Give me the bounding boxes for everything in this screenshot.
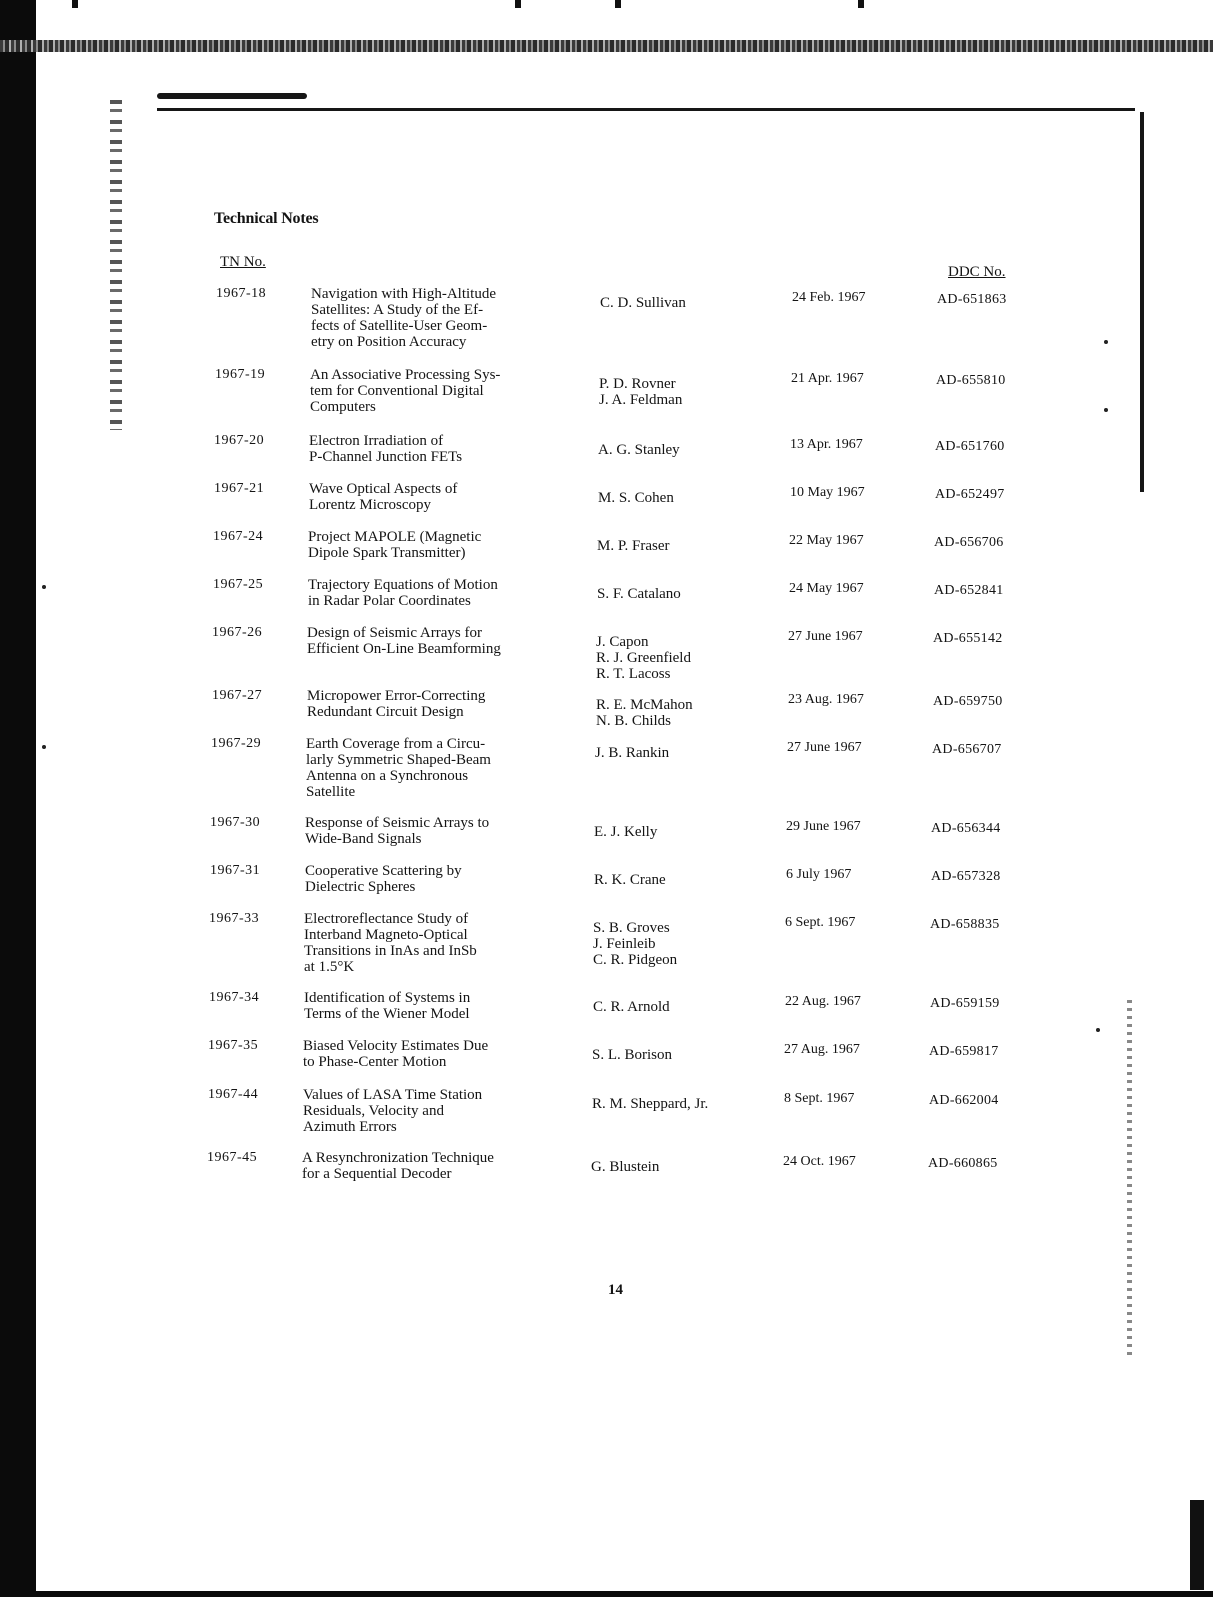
author-name: J. B. Rankin [595,745,670,761]
scan-edge-left [0,0,36,1597]
report-title [303,1087,583,1135]
scan-corner-mark [1190,1500,1204,1590]
ddc-number: AD-656706 [934,535,1004,550]
ddc-number: AD-660865 [928,1156,998,1171]
scan-mark [72,0,78,8]
author-name: P. D. Rovner [599,376,676,392]
report-date: 29 June 1967 [786,819,861,834]
tn-number: 1967-35 [208,1038,259,1053]
title-line: larly Symmetric Shaped-Beam [306,752,491,768]
report-title [309,481,589,513]
report-date: 6 Sept. 1967 [785,915,856,930]
report-title [304,911,584,975]
title-line: Transitions in InAs and InSb [304,943,477,959]
tn-number: 1967-29 [211,736,262,751]
title-line: Interband Magneto-Optical [304,927,468,943]
author-name: R. E. McMahon [596,697,693,713]
ddc-number: AD-651760 [935,439,1005,454]
report-date: 23 Aug. 1967 [788,692,864,707]
authors [591,1159,659,1175]
report-title [310,367,590,415]
authors [596,634,691,682]
author-name: J. Capon [596,634,649,650]
author-name: R. K. Crane [594,872,666,888]
scan-mark [858,0,864,8]
author-name: M. S. Cohen [598,490,674,506]
title-line: Response of Seismic Arrays to [305,815,490,831]
scan-mark [515,0,521,8]
scan-strip-right [1127,1000,1132,1360]
authors [592,1096,708,1112]
title-line: for a Sequential Decoder [302,1166,452,1182]
title-line: Electron Irradiation of [309,433,444,449]
author-name: C. R. Arnold [593,999,670,1015]
tn-number: 1967-18 [216,286,267,301]
ddc-number: AD-662004 [929,1093,999,1108]
title-line: Computers [310,399,376,415]
ddc-number: AD-652841 [934,583,1004,598]
title-line: Satellites: A Study of the Ef- [311,302,484,318]
scan-speck [42,585,46,589]
scan-mark [615,0,621,8]
authors [598,490,674,506]
scan-speck [1104,340,1108,344]
author-name: G. Blustein [591,1159,660,1175]
author-name: E. J. Kelly [594,824,658,840]
tn-number: 1967-25 [213,577,264,592]
ddc-number: AD-656707 [932,742,1002,757]
title-line: An Associative Processing Sys- [310,367,501,383]
report-date: 24 Oct. 1967 [783,1154,856,1169]
title-line: Azimuth Errors [303,1119,397,1135]
ddc-number: AD-659750 [933,694,1003,709]
author-name: C. D. Sullivan [600,295,686,311]
tn-number: 1967-24 [213,529,264,544]
scan-speck [1104,408,1108,412]
author-name: R. J. Greenfield [596,650,691,666]
title-line: Redundant Circuit Design [307,704,464,720]
ddc-number: AD-656344 [931,821,1001,836]
title-line: fects of Satellite-User Geom- [311,318,488,334]
report-date: 8 Sept. 1967 [784,1091,855,1106]
tn-number: 1967-30 [210,815,261,830]
report-title [308,529,588,561]
author-name: N. B. Childs [596,713,672,729]
tn-number: 1967-20 [214,433,265,448]
tn-number: 1967-45 [207,1150,258,1165]
title-line: Dielectric Spheres [305,879,416,895]
author-name: C. R. Pidgeon [593,952,678,968]
author-name: M. P. Fraser [597,538,670,554]
authors [592,1047,672,1063]
report-title [308,577,588,609]
title-line: tem for Conventional Digital [310,383,484,399]
title-line: A Resynchronization Technique [302,1150,494,1166]
report-date: 27 Aug. 1967 [784,1042,860,1057]
frame-line-right [1140,112,1144,492]
ddc-number: AD-657328 [931,869,1001,884]
title-line: to Phase-Center Motion [303,1054,447,1070]
authors [594,824,657,840]
authors [600,295,686,311]
title-line: Dipole Spark Transmitter) [308,545,466,561]
title-line: Biased Velocity Estimates Due [303,1038,489,1054]
title-line: Satellite [306,784,356,800]
title-line: Electroreflectance Study of [304,911,469,927]
title-line: at 1.5°K [304,959,355,975]
author-name: R. M. Sheppard, Jr. [592,1096,709,1112]
report-date: 24 Feb. 1967 [792,290,866,305]
column-header-tn: TN No. [220,254,266,270]
page-heading: Technical Notes [214,210,319,227]
report-title [305,863,585,895]
authors [593,920,677,968]
authors [593,999,670,1015]
author-name: J. Feinleib [593,936,656,952]
scan-speck [42,745,46,749]
report-date: 24 May 1967 [789,581,864,596]
report-title [306,736,586,800]
title-line: Antenna on a Synchronous [306,768,469,784]
title-line: Efficient On-Line Beamforming [307,641,501,657]
tn-number: 1967-31 [210,863,261,878]
author-name: R. T. Lacoss [596,666,671,682]
tn-number: 1967-27 [212,688,263,703]
report-date: 10 May 1967 [790,485,865,500]
author-name: A. G. Stanley [598,442,680,458]
tn-number: 1967-19 [215,367,266,382]
ddc-number: AD-658835 [930,917,1000,932]
tn-number: 1967-26 [212,625,263,640]
title-line: Residuals, Velocity and [303,1103,444,1119]
ddc-number: AD-655810 [936,373,1006,388]
title-line: Wide-Band Signals [305,831,422,847]
report-date: 27 June 1967 [787,740,862,755]
report-title [309,433,589,465]
frame-line-top-left [157,93,307,99]
title-line: P-Channel Junction FETs [309,449,463,465]
scan-strip-left [110,100,122,430]
authors [596,697,693,729]
report-title [307,688,587,720]
title-line: Earth Coverage from a Circu- [306,736,486,752]
title-line: Terms of the Wiener Model [304,1006,470,1022]
ddc-number: AD-659159 [930,996,1000,1011]
ddc-number: AD-652497 [935,487,1005,502]
title-line: Cooperative Scattering by [305,863,462,879]
title-line: Values of LASA Time Station [303,1087,483,1103]
author-name: S. L. Borison [592,1047,673,1063]
report-title [307,625,587,657]
report-date: 22 Aug. 1967 [785,994,861,1009]
authors [595,745,669,761]
title-line: in Radar Polar Coordinates [308,593,471,609]
report-title [311,286,591,350]
title-line: Identification of Systems in [304,990,471,1006]
author-name: S. B. Groves [593,920,670,936]
ddc-number: AD-659817 [929,1044,999,1059]
authors [594,872,666,888]
title-line: etry on Position Accuracy [311,334,467,350]
column-header-ddc: DDC No. [948,264,1006,280]
scan-speck [1096,1028,1100,1032]
report-date: 21 Apr. 1967 [791,371,864,386]
report-date: 22 May 1967 [789,533,864,548]
authors [599,376,682,408]
title-line: Micropower Error-Correcting [307,688,486,704]
frame-line-top [157,108,1135,111]
tn-number: 1967-21 [214,481,265,496]
tn-number: 1967-34 [209,990,260,1005]
report-title [304,990,584,1022]
author-name: S. F. Catalano [597,586,681,602]
tn-number: 1967-44 [208,1087,259,1102]
report-date: 6 July 1967 [786,867,852,882]
author-name: J. A. Feldman [599,392,683,408]
ddc-number: AD-655142 [933,631,1003,646]
title-line: Navigation with High-Altitude [311,286,496,302]
title-line: Lorentz Microscopy [309,497,432,513]
report-title [302,1150,582,1182]
title-line: Trajectory Equations of Motion [308,577,498,593]
authors [597,586,681,602]
title-line: Wave Optical Aspects of [309,481,458,497]
report-date: 27 June 1967 [788,629,863,644]
ddc-number: AD-651863 [937,292,1007,307]
title-line: Design of Seismic Arrays for [307,625,482,641]
report-date: 13 Apr. 1967 [790,437,863,452]
tn-number: 1967-33 [209,911,260,926]
authors [597,538,670,554]
scan-edge-bottom [0,1591,1213,1597]
title-line: Project MAPOLE (Magnetic [308,529,482,545]
page-number: 14 [608,1282,623,1298]
scan-band-top [0,40,1213,52]
report-title [305,815,585,847]
authors [598,442,680,458]
report-title [303,1038,583,1070]
